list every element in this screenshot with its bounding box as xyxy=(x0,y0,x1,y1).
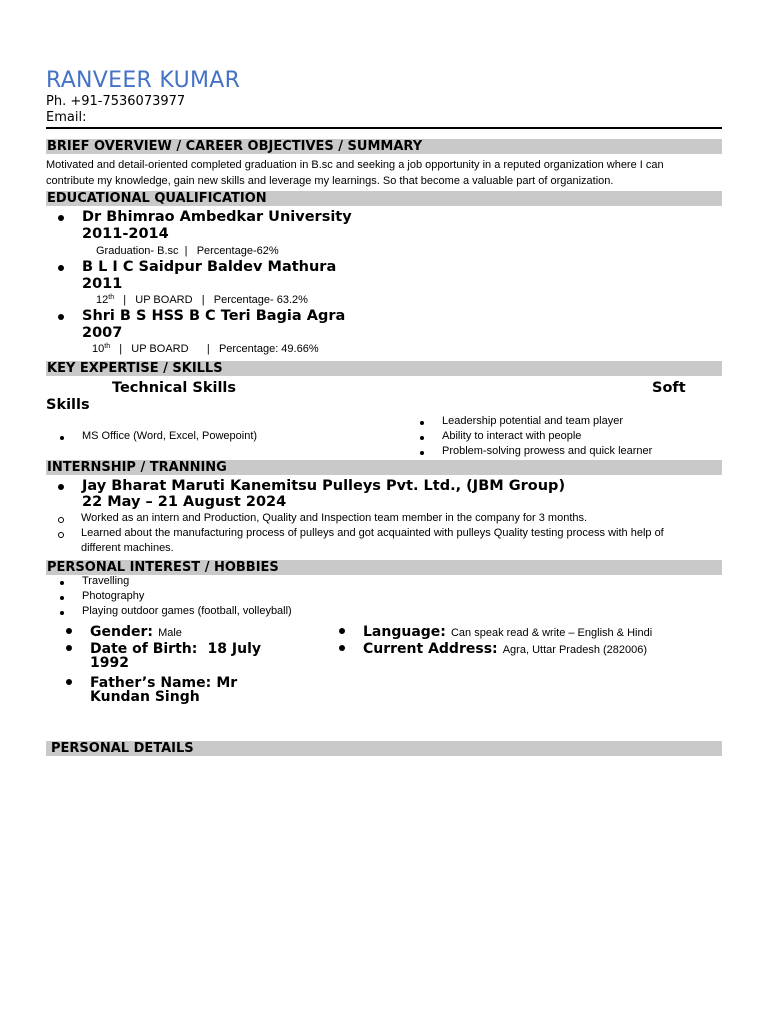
internship-point-2-cont: different machines. xyxy=(81,542,174,554)
bullet-icon xyxy=(66,645,72,651)
circle-bullet-icon xyxy=(58,517,64,523)
gender-value: Male xyxy=(158,627,182,639)
bullet-icon xyxy=(60,436,64,440)
address-value: Agra, Uttar Pradesh (282006) xyxy=(502,644,648,656)
section-education-heading: EDUCATIONAL QUALIFICATION xyxy=(46,191,722,206)
language-value: Can speak read & write – English & Hindi xyxy=(450,627,653,639)
section-skills-heading: KEY EXPERTISE / SKILLS xyxy=(46,361,722,376)
summary-line-1: Motivated and detail-oriented completed graduation in B.sc and seeking a job opportunity in a reputed organization where I can xyxy=(46,159,664,171)
bullet-icon xyxy=(58,215,64,221)
header-divider xyxy=(46,127,722,129)
bullet-icon xyxy=(420,421,424,425)
section-summary-heading: BRIEF OVERVIEW / CAREER OBJECTIVES / SUMMARY xyxy=(46,139,722,154)
bullet-icon xyxy=(339,628,345,634)
summary-text xyxy=(46,158,722,189)
father-label: Father’s Name: xyxy=(90,675,212,691)
dob-label: Date of Birth: xyxy=(90,641,198,657)
bullet-icon xyxy=(66,679,72,685)
education-percentage-1: Percentage-62% xyxy=(196,245,279,257)
bullet-icon xyxy=(60,611,64,615)
internship-company: Jay Bharat Maruti Kanemitsu Pulleys Pvt. Ltd., (JBM Group) xyxy=(82,478,566,494)
email-line: Email: xyxy=(46,110,87,125)
education-level-3: 10 xyxy=(92,343,105,355)
technical-skill-item: MS Office (Word, Excel, Powepoint) xyxy=(82,430,258,442)
bullet-icon xyxy=(420,451,424,455)
hobby-item: Photography xyxy=(82,590,145,602)
section-internship-heading: INTERNSHIP / TRANNING xyxy=(46,460,722,475)
bullet-icon xyxy=(66,628,72,634)
education-detail-2: 12th | UP BOARD | Percentage- 63.2% xyxy=(96,294,308,306)
education-institution-1: Dr Bhimrao Ambedkar University xyxy=(82,209,352,225)
bullet-icon xyxy=(58,314,64,320)
address-label: Current Address: xyxy=(363,641,498,657)
soft-skill-item: Leadership potential and team player xyxy=(442,415,624,427)
bullet-icon xyxy=(60,596,64,600)
hobby-item: Travelling xyxy=(82,575,130,587)
education-year-2: 2011 xyxy=(82,276,123,292)
education-institution-2: B L I C Saidpur Baldev Mathura xyxy=(82,259,337,275)
education-board-2: UP BOARD xyxy=(135,294,193,306)
education-percentage-3: Percentage: 49.66% xyxy=(218,343,319,355)
phone-line: Ph. +91-7536073977 xyxy=(46,94,186,109)
internship-point-2: Learned about the manufacturing process of pulleys and got acquainted with pulleys Quality testing process with help of xyxy=(81,527,664,539)
summary-line-2: contribute my knowledge, gain new skills and leverage my learnings. So that become a valuable part of organization. xyxy=(46,174,614,187)
education-institution-3: Shri B S HSS B C Teri Bagia Agra xyxy=(82,308,346,324)
technical-skills-heading: Technical Skills xyxy=(112,380,237,396)
language-label: Language: xyxy=(363,624,446,640)
education-level-sup-2: th xyxy=(108,294,115,301)
father-value: Mr xyxy=(216,675,238,691)
soft-skill-item: Problem-solving prowess and quick learner xyxy=(442,445,653,457)
education-year-3: 2007 xyxy=(82,325,123,341)
education-percentage-2: Percentage- 63.2% xyxy=(213,294,308,306)
dob-value: 18 July xyxy=(207,641,261,657)
bullet-icon xyxy=(58,484,64,490)
resume-name: RANVEER KUMAR xyxy=(46,68,241,93)
internship-dates: 22 May – 21 August 2024 xyxy=(82,494,287,510)
dob-year: 1992 xyxy=(90,655,129,671)
education-board-3: UP BOARD xyxy=(131,343,189,355)
father-value-cont: Kundan Singh xyxy=(90,689,200,705)
education-level-sup-3: th xyxy=(104,343,111,350)
internship-point-1: Worked as an intern and Production, Quality and Inspection team member in the company for 3 months. xyxy=(81,512,588,524)
bullet-icon xyxy=(339,645,345,651)
circle-bullet-icon xyxy=(58,532,64,538)
section-personal-heading: PERSONAL DETAILS xyxy=(46,741,722,756)
education-detail-1: Graduation- B.sc | Percentage-62% xyxy=(96,245,279,257)
education-detail-3: 10th | UP BOARD | Percentage: 49.66% xyxy=(92,343,319,355)
soft-skills-heading-a: Soft xyxy=(652,380,686,396)
soft-skill-item: Ability to interact with people xyxy=(442,430,582,442)
education-year-1: 2011-2014 xyxy=(82,226,169,242)
education-level-2: 12 xyxy=(96,294,109,306)
hobby-item: Playing outdoor games (football, volleyball) xyxy=(82,605,292,617)
bullet-icon xyxy=(58,265,64,271)
address-line xyxy=(363,638,647,657)
gender-label: Gender: xyxy=(90,624,153,640)
education-degree-1: Graduation- B.sc xyxy=(96,245,179,257)
section-hobbies-heading: PERSONAL INTEREST / HOBBIES xyxy=(46,560,722,575)
bullet-icon xyxy=(420,436,424,440)
bullet-icon xyxy=(60,581,64,585)
soft-skills-heading-b: Skills xyxy=(46,397,90,413)
